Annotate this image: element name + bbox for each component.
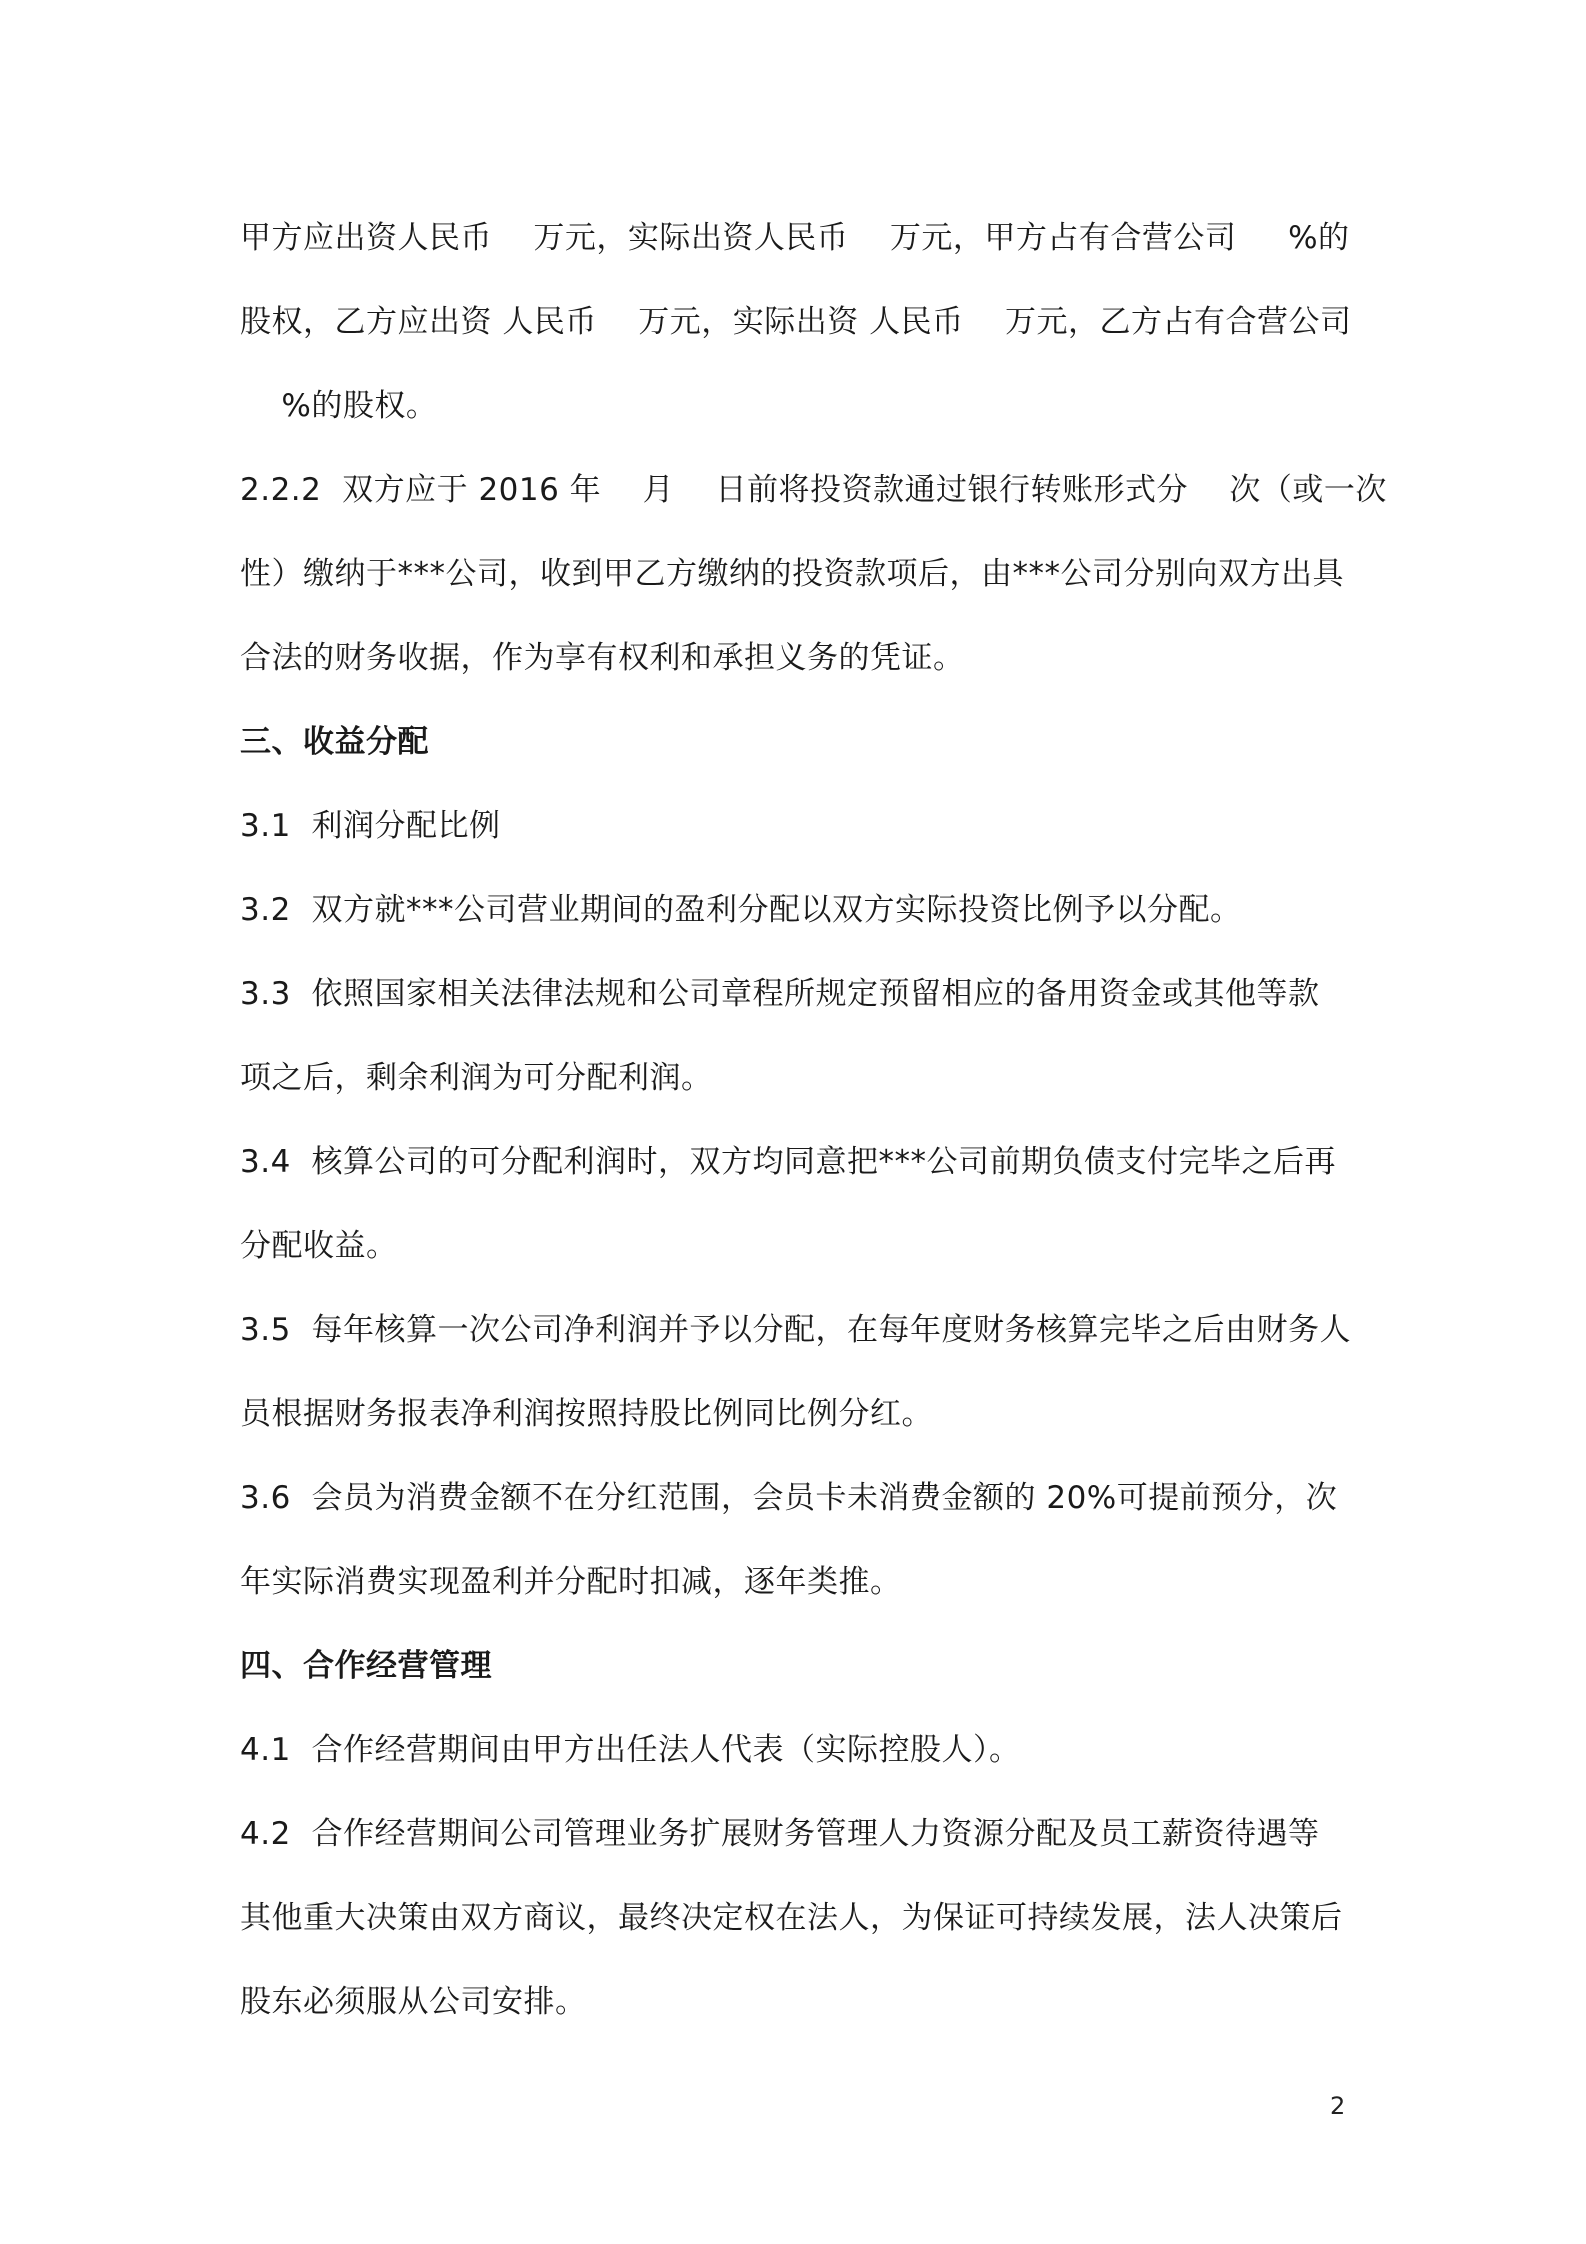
- text-line: 员根据财务报表净利润按照持股比例同比例分红。: [240, 1396, 933, 1432]
- text-line: 3.6 会员为消费金额不在分红范围，会员卡未消费金额的 20%可提前预分，次: [240, 1480, 1338, 1516]
- text-line: 年实际消费实现盈利并分配时扣减，逐年类推。: [240, 1564, 902, 1600]
- text-line: 项之后，剩余利润为可分配利润。: [240, 1060, 713, 1096]
- text-line: 合法的财务收据，作为享有权利和承担义务的凭证。: [240, 640, 965, 676]
- document-body: [240, 196, 1387, 2044]
- text-line: 3.2 双方就***公司营业期间的盈利分配以双方实际投资比例予以分配。: [240, 892, 1242, 928]
- text-line: 2.2.2 双方应于 2016 年 月 日前将投资款通过银行转账形式分 次（或一次: [240, 472, 1387, 508]
- text-line: 股东必须服从公司安排。: [240, 1984, 587, 2020]
- text-line: 4.1 合作经营期间由甲方出任法人代表（实际控股人）。: [240, 1732, 1021, 1768]
- text-line: 其他重大决策由双方商议，最终决定权在法人，为保证可持续发展，法人决策后: [240, 1900, 1343, 1936]
- text-line: 甲方应出资人民币 万元，实际出资人民币 万元，甲方占有合营公司 %的: [240, 220, 1350, 256]
- text-line: 分配收益。: [240, 1228, 398, 1264]
- section-heading-cooperative-management: 四、合作经营管理: [240, 1648, 492, 1684]
- text-line: 3.1 利润分配比例: [240, 808, 501, 844]
- text-line: 3.3 依照国家相关法律法规和公司章程所规定预留相应的备用资金或其他等款: [240, 976, 1320, 1012]
- text-line: 性）缴纳于***公司，收到甲乙方缴纳的投资款项后，由***公司分别向双方出具: [240, 556, 1344, 592]
- text-line: %的股权。: [240, 388, 438, 424]
- text-line: 股权，乙方应出资 人民币 万元，实际出资 人民币 万元，乙方占有合营公司: [240, 304, 1352, 340]
- page-number: 2: [1330, 2092, 1346, 2120]
- text-line: 3.4 核算公司的可分配利润时，双方均同意把***公司前期负债支付完毕之后再: [240, 1144, 1337, 1180]
- text-line: 3.5 每年核算一次公司净利润并予以分配，在每年度财务核算完毕之后由财务人: [240, 1312, 1352, 1348]
- text-line: 4.2 合作经营期间公司管理业务扩展财务管理人力资源分配及员工薪资待遇等: [240, 1816, 1320, 1852]
- section-heading-profit-distribution: 三、收益分配: [240, 724, 429, 760]
